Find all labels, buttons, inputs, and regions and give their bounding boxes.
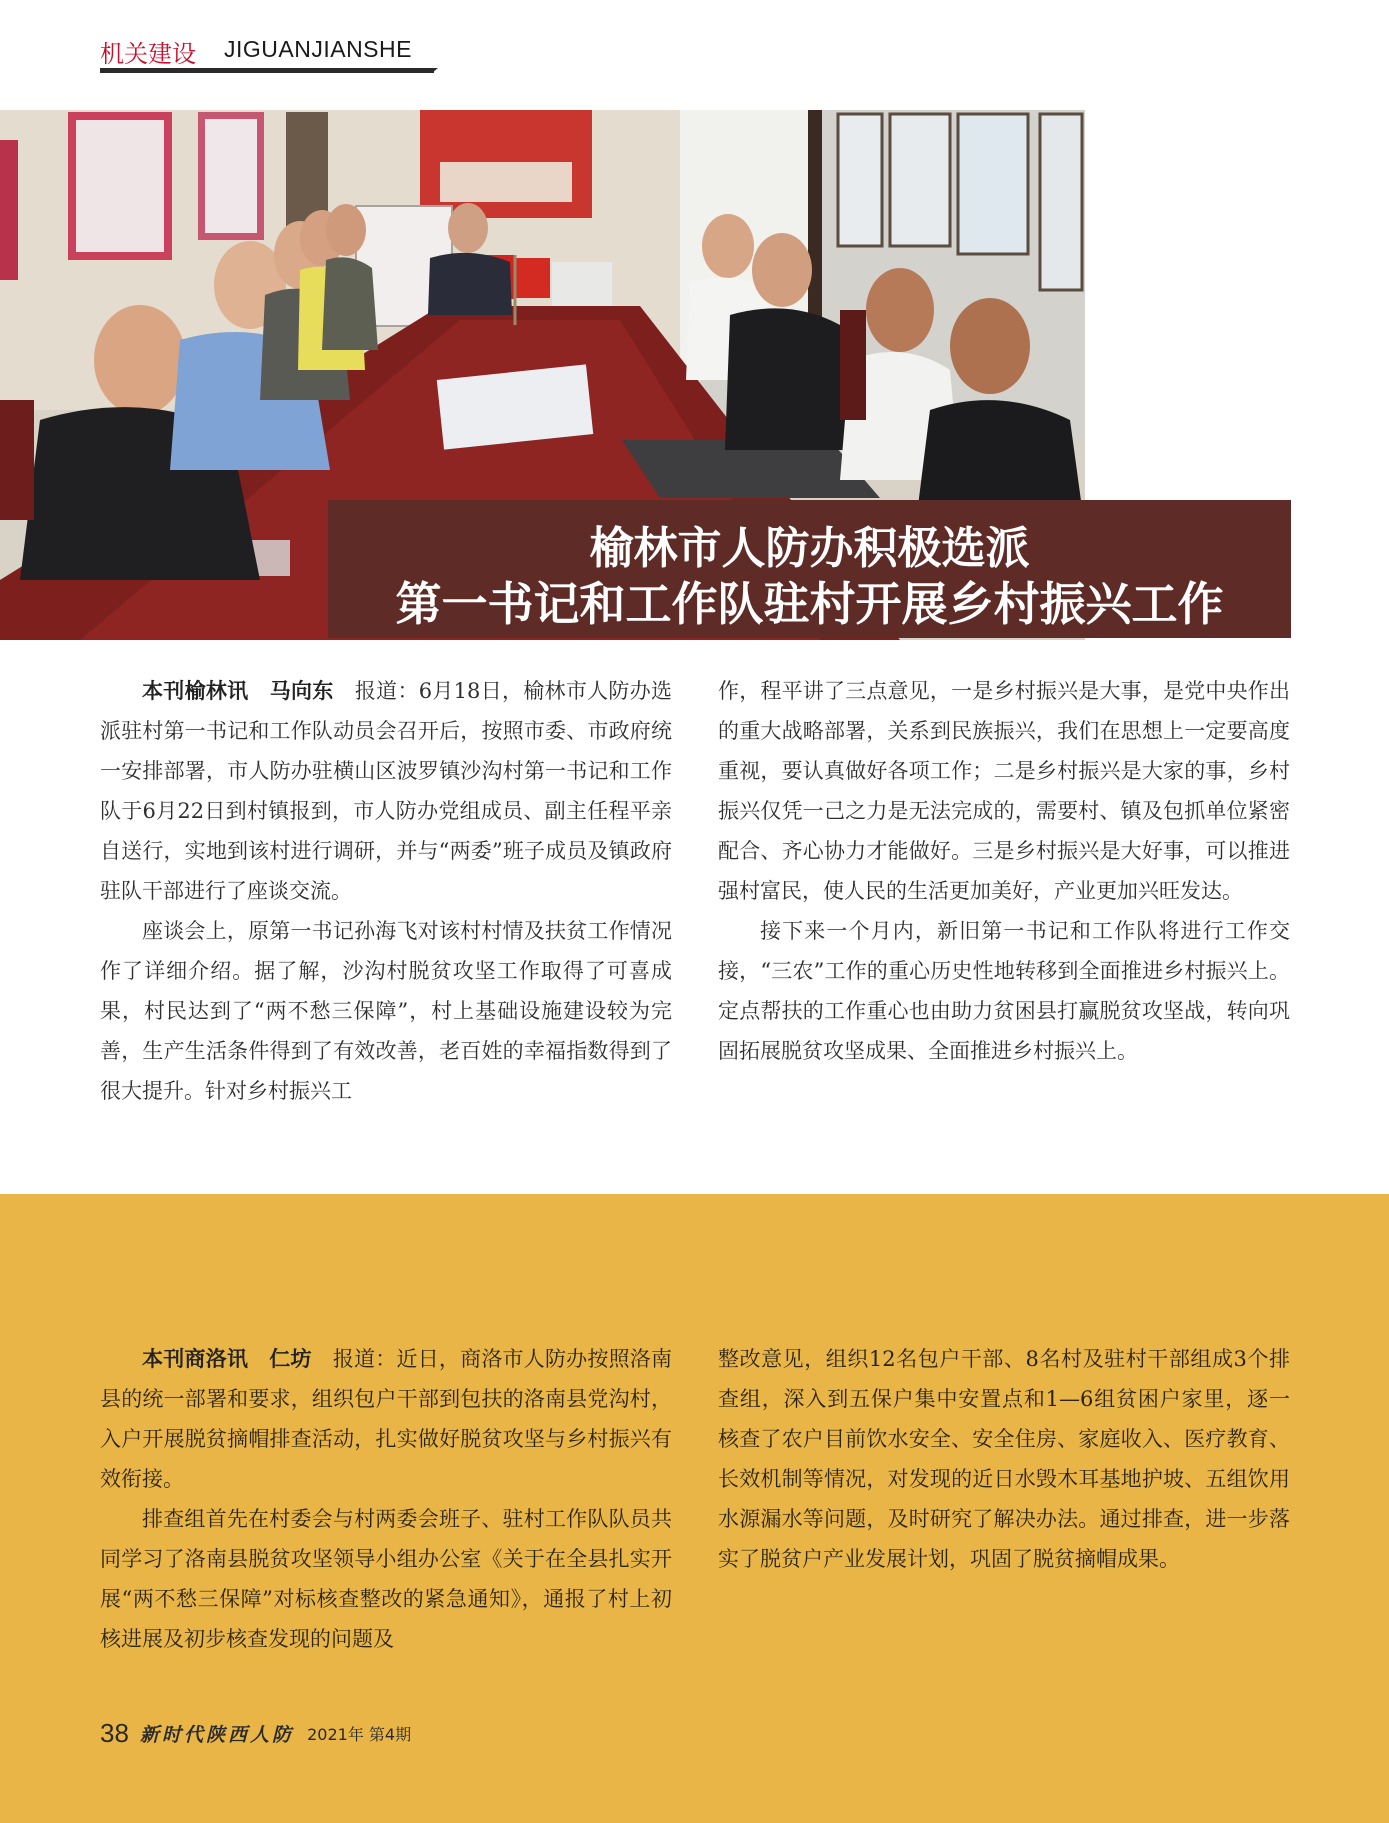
- article-title-line-1: 榆林市人防办积极选派: [589, 523, 1030, 574]
- article2-paragraph: 整改意见，组织12名包户干部、8名村及驻村干部组成3个排查组，深入到五保户集中安置点和1—6组贫困户家里，逐一核查了农户目前饮水安全、安全住房、家庭收入、医疗教育、长效机制等情况，对发现的近日水毁木耳基地护坡、五组饮用水源漏水等问题，及时研究了解决办法。通过排查，进一步落实了脱贫户产业发展计划，巩固了脱贫摘帽成果。: [718, 1347, 1290, 1571]
- article2-paragraph: 排查组首先在村委会与村两委会班子、驻村工作队队员共同学习了洛南县脱贫攻坚领导小组办公室《关于在全县扎实开展“两不愁三保障”对标核查整改的紧急通知》，通报了村上初核进展及初步核查发现的问题及: [100, 1507, 672, 1651]
- article2-column-left: [100, 1339, 672, 1659]
- article2-byline: 本刊商洛讯 仁坊: [142, 1347, 312, 1371]
- page-number: 38: [100, 1718, 129, 1748]
- article1-byline: 本刊榆林讯 马向东: [142, 679, 334, 703]
- article1-paragraph: 接下来一个月内，新旧第一书记和工作队将进行工作交接，“三农”工作的重心历史性地转移到全面推进乡村振兴上。定点帮扶的工作重心也由助力贫困县打赢脱贫攻坚战，转向巩固拓展脱贫攻坚成果、全面推进乡村振兴上。: [718, 919, 1290, 1063]
- article2-paragraph-text: 报道：近日，商洛市人防办按照洛南县的统一部署和要求，组织包户干部到包扶的洛南县党沟村，入户开展脱贫摘帽排查活动，扎实做好脱贫攻坚与乡村振兴有效衔接。: [100, 1347, 673, 1491]
- article1-paragraph: 座谈会上，原第一书记孙海飞对该村村情及扶贫工作情况作了详细介绍。据了解，沙沟村脱贫攻坚工作取得了可喜成果，村民达到了“两不愁三保障”，村上基础设施建设较为完善，生产生活条件得到了有效改善，老百姓的幸福指数得到了很大提升。针对乡村振兴工: [100, 919, 672, 1103]
- article1-column-right: [718, 671, 1290, 1071]
- page-footer: [100, 1718, 411, 1749]
- section-title-cn: 机关建设: [100, 40, 196, 68]
- issue-label: 2021年 第4期: [307, 1725, 412, 1744]
- publication-name: 新时代陕西人防: [140, 1724, 295, 1746]
- article1-paragraph: 作，程平讲了三点意见，一是乡村振兴是大事，是党中央作出的重大战略部署，关系到民族振兴，我们在思想上一定要高度重视，要认真做好各项工作；二是乡村振兴是大家的事，乡村振兴仅凭一己之力是无法完成的，需要村、镇及包抓单位紧密配合、齐心协力才能做好。三是乡村振兴是大好事，可以推进强村富民，使人民的生活更加美好，产业更加兴旺发达。: [718, 679, 1290, 903]
- article-title-line-2: 第一书记和工作队驻村开展乡村振兴工作: [395, 577, 1224, 631]
- section-title-en: JIGUANJIANSHE: [224, 36, 412, 62]
- header-rule: [100, 68, 434, 73]
- article2-paragraph: [100, 1339, 672, 1499]
- article1-paragraph-text: 报道：6月18日，榆林市人防办选派驻村第一书记和工作队动员会召开后，按照市委、市政府统一安排部署，市人防办驻横山区波罗镇沙沟村第一书记和工作队于6月22日到村镇报到，市人防办党组成员、副主任程平亲自送行，实地到该村进行调研，并与“两委”班子成员及镇政府驻队干部进行了座谈交流。: [100, 679, 672, 903]
- article1-column-left: [100, 671, 672, 1111]
- article2-column-right: [718, 1339, 1290, 1579]
- article-title-band: [328, 500, 1291, 638]
- article1-paragraph: [100, 671, 672, 911]
